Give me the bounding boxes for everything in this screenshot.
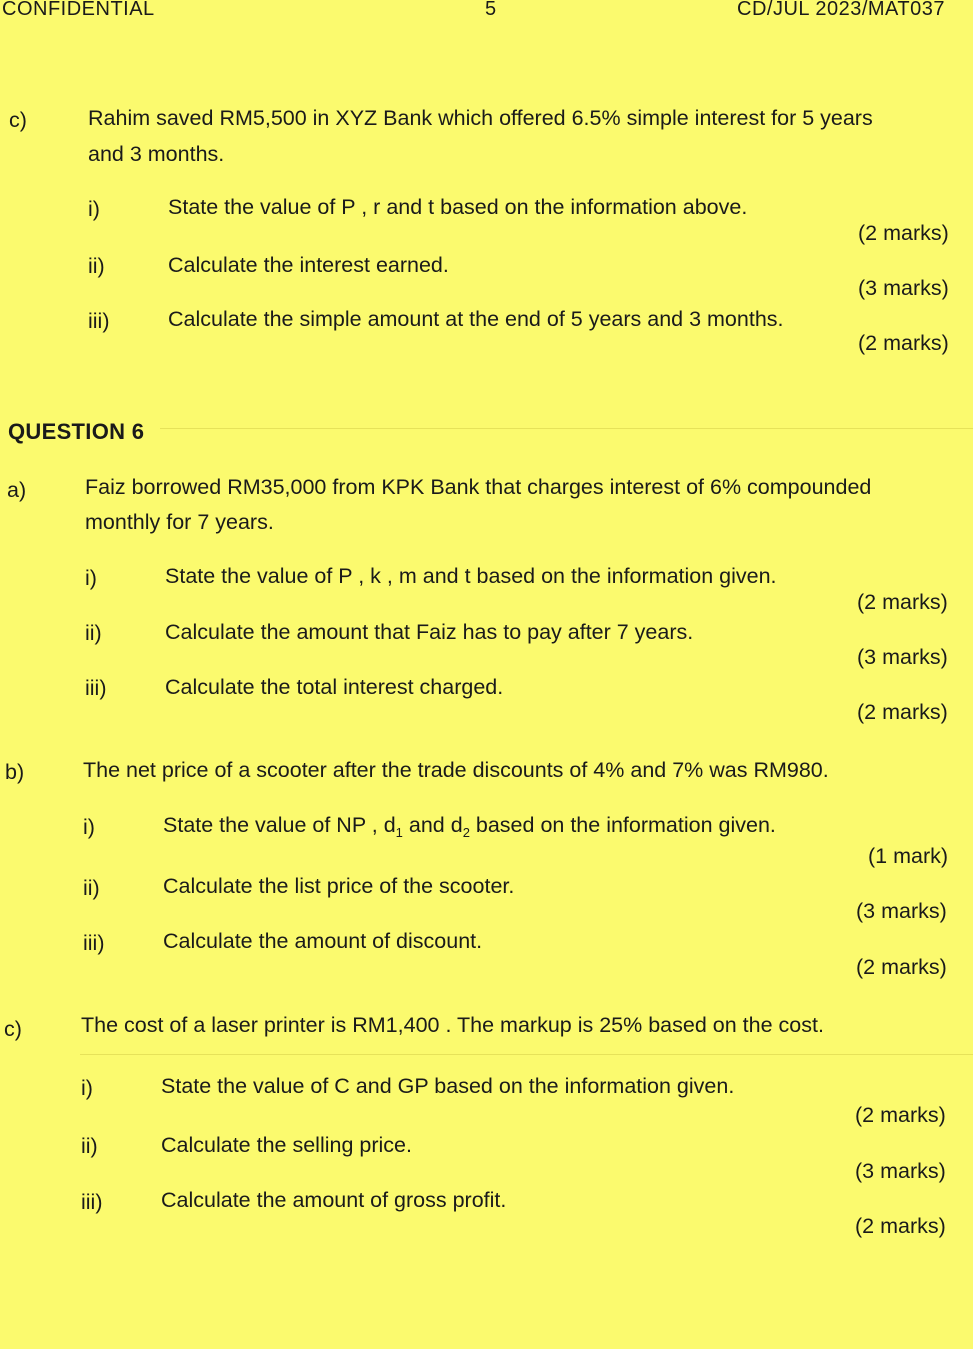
q6c-item-1-marks: (2 marks) xyxy=(855,1103,946,1127)
faint-rule xyxy=(160,428,973,429)
q6b-item-1-num: i) xyxy=(83,815,95,839)
q6c-item-2-marks: (3 marks) xyxy=(855,1159,946,1183)
q6c-item-1-num: i) xyxy=(81,1076,93,1100)
header-confidential: CONFIDENTIAL xyxy=(2,0,155,20)
q6a-text-line2: monthly for 7 years. xyxy=(85,510,274,534)
q6b-item-1-marks: (1 mark) xyxy=(868,844,949,868)
question-6-title: QUESTION 6 xyxy=(8,419,145,444)
part-c-item-1-num: i) xyxy=(88,197,100,221)
q6c-item-3-text: Calculate the amount of gross profit. xyxy=(161,1188,507,1212)
q6b-item-3-num: iii) xyxy=(83,931,105,955)
q6b-text-line1: The net price of a scooter after the trade discounts of 4% and 7% was RM980. xyxy=(83,758,829,782)
q6b-label: b) xyxy=(5,760,25,784)
q6a-item-2-num: ii) xyxy=(85,621,102,645)
part-c-item-2-text: Calculate the interest earned. xyxy=(168,253,449,277)
part-c-item-2-num: ii) xyxy=(88,254,105,278)
part-c-label: c) xyxy=(9,108,27,132)
q6a-item-3-text: Calculate the total interest charged. xyxy=(165,675,504,699)
q6b-item-3-marks: (2 marks) xyxy=(856,955,947,979)
header-course-code: CD/JUL 2023/MAT037 xyxy=(737,0,945,20)
part-c-item-1-marks: (2 marks) xyxy=(858,221,949,245)
page-number: 5 xyxy=(485,0,497,20)
q6c-text-line1: The cost of a laser printer is RM1,400 . The markup is 25% based on the cost. xyxy=(81,1013,824,1037)
q6a-item-1-text: State the value of P , k , m and t based on the information given. xyxy=(165,564,777,588)
q6c-item-3-marks: (2 marks) xyxy=(855,1214,946,1238)
part-c-item-3-num: iii) xyxy=(88,309,110,333)
q6c-item-1-text: State the value of C and GP based on the information given. xyxy=(161,1074,735,1098)
q6b-item-3-text: Calculate the amount of discount. xyxy=(163,929,483,953)
q6b-item-1-text: State the value of NP , $d_1$ and $d_2$ based on the information given. xyxy=(163,813,776,840)
q6a-item-3-num: iii) xyxy=(85,676,107,700)
q6a-text-line1: Faiz borrowed RM35,000 from KPK Bank that charges interest of 6% compounded xyxy=(85,475,872,499)
q6a-item-1-marks: (2 marks) xyxy=(857,590,948,614)
part-c-item-1-text: State the value of P , r and t based on the information above. xyxy=(168,195,748,219)
q6c-label: c) xyxy=(4,1017,22,1041)
part-c-item-3-text: Calculate the simple amount at the end of 5 years and 3 months. xyxy=(168,307,784,331)
q6a-item-3-marks: (2 marks) xyxy=(857,700,948,724)
faint-rule-2 xyxy=(80,1054,973,1055)
q6c-item-3-num: iii) xyxy=(81,1190,103,1214)
q6c-item-2-text: Calculate the selling price. xyxy=(161,1133,412,1157)
part-c-item-2-marks: (3 marks) xyxy=(858,276,949,300)
q6a-item-2-text: Calculate the amount that Faiz has to pay after 7 years. xyxy=(165,620,694,644)
q6b-item-2-marks: (3 marks) xyxy=(856,899,947,923)
q6a-label: a) xyxy=(7,478,27,502)
part-c-item-3-marks: (2 marks) xyxy=(858,331,949,355)
q6c-item-2-num: ii) xyxy=(81,1134,98,1158)
part-c-text-line2: and 3 months. xyxy=(88,142,225,166)
part-c-text-line1: Rahim saved RM5,500 in XYZ Bank which offered 6.5% simple interest for 5 years xyxy=(88,106,873,130)
q6a-item-2-marks: (3 marks) xyxy=(857,645,948,669)
q6b-item-2-num: ii) xyxy=(83,876,100,900)
q6b-item-2-text: Calculate the list price of the scooter. xyxy=(163,874,515,898)
q6a-item-1-num: i) xyxy=(85,566,97,590)
